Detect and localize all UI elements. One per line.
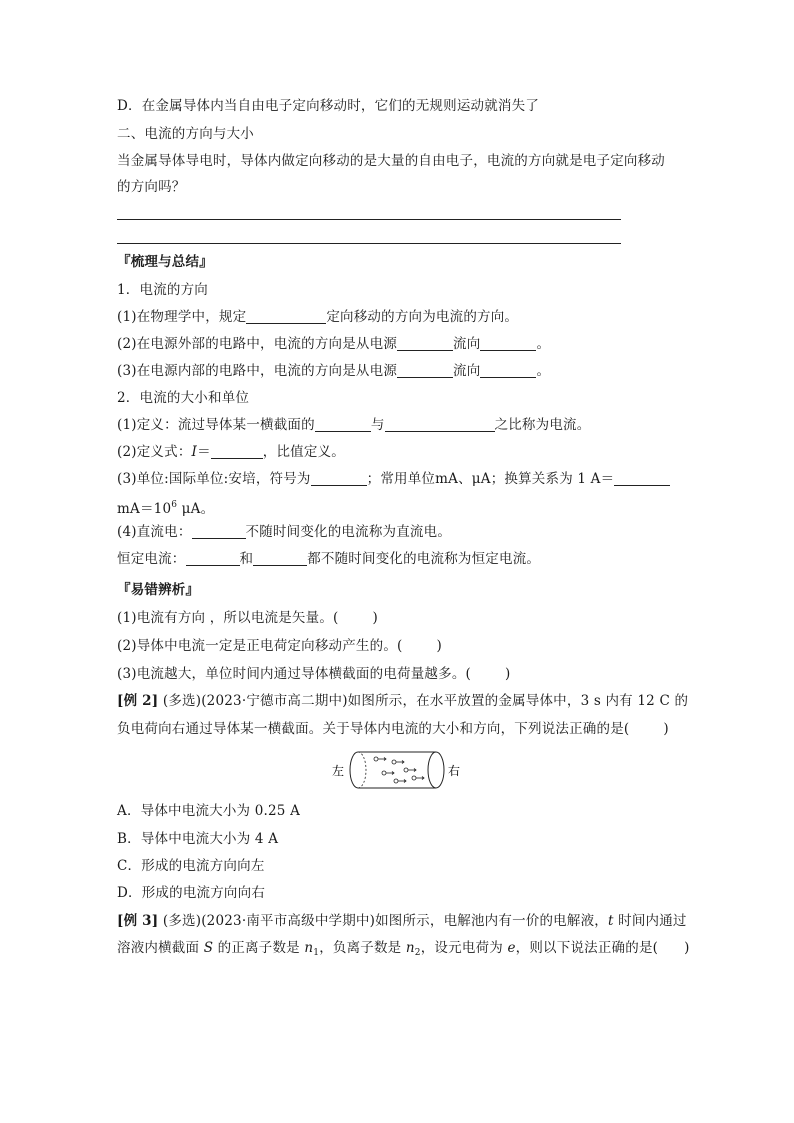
text: mA＝10 xyxy=(117,501,172,517)
fill-blank[interactable] xyxy=(186,551,240,566)
conductor-figure xyxy=(330,748,470,796)
text: 。 xyxy=(536,336,551,352)
right-label: 右 xyxy=(448,764,461,778)
option-d-line: D．在金属导体内当自由电子定向移动时，它们的无规则运动就消失了 xyxy=(117,98,540,114)
mistake-heading: 『易错辨析』 xyxy=(117,582,200,598)
fill-blank[interactable] xyxy=(315,417,371,432)
example-2-line-1 xyxy=(117,691,688,711)
summary-item-1: 1．电流的方向 xyxy=(117,282,208,298)
symbol-i: I xyxy=(191,444,198,460)
text: 和 xyxy=(239,551,254,567)
text: ) xyxy=(663,721,669,737)
text: 负电荷向右通过导体某一横截面。关于导体内电流的大小和方向，下列说法正确的是( xyxy=(117,721,630,737)
symbol-n2: n xyxy=(405,940,415,956)
subscript: 1 xyxy=(313,948,320,958)
text: 之比称为电流。 xyxy=(494,417,591,433)
text: ；常用单位mA、μA；换算关系为 1 A＝ xyxy=(366,471,615,487)
fill-blank[interactable] xyxy=(246,309,326,324)
text: ) xyxy=(372,610,378,626)
fill-blank[interactable] xyxy=(211,444,263,459)
text: 时间内通过 xyxy=(613,913,687,929)
conductor-diagram xyxy=(330,748,470,792)
summary-item-2-3-cont xyxy=(117,495,214,519)
text: ＝ xyxy=(197,444,211,460)
mistake-item-1 xyxy=(117,608,378,628)
text: 流向 xyxy=(453,336,481,352)
fill-blank[interactable] xyxy=(385,417,495,432)
text: (2)定义式： xyxy=(117,444,192,460)
section-heading: 二、电流的方向与大小 xyxy=(117,126,254,142)
mistake-item-3 xyxy=(117,664,510,684)
text: 与 xyxy=(370,417,385,433)
left-label: 左 xyxy=(332,764,345,778)
subscript: 2 xyxy=(414,948,421,958)
text: 。 xyxy=(536,363,551,379)
text: 定向移动的方向为电流的方向。 xyxy=(326,309,519,325)
text: 溶液内横截面 xyxy=(117,940,204,956)
option-a: A．导体中电流大小为 0.25 A xyxy=(117,803,301,819)
text: ) xyxy=(436,638,442,654)
fill-blank[interactable] xyxy=(192,524,246,539)
summary-heading: 『梳理与总结』 xyxy=(117,254,213,270)
summary-item-2: 2．电流的大小和单位 xyxy=(117,390,250,406)
summary-item-2-5 xyxy=(117,549,540,569)
mistake-item-2 xyxy=(117,636,442,656)
fill-blank[interactable] xyxy=(397,363,453,378)
question-line-2: 的方向吗？ xyxy=(117,179,186,195)
example-3-line-1 xyxy=(117,911,687,931)
fill-blank[interactable] xyxy=(397,336,453,351)
text: (4)直流电： xyxy=(117,524,192,540)
fill-blank[interactable] xyxy=(311,471,367,486)
example-3-line-2 xyxy=(117,938,690,963)
text: μA。 xyxy=(177,501,215,517)
superscript: 6 xyxy=(171,500,178,510)
summary-item-2-4 xyxy=(117,522,451,542)
summary-item-1-3 xyxy=(117,361,550,381)
fill-blank[interactable] xyxy=(253,551,307,566)
text: (2)导体中电流一定是正电荷定向移动产生的。( xyxy=(117,638,403,654)
summary-item-1-2 xyxy=(117,334,550,354)
text: ，设元电荷为 xyxy=(420,940,508,956)
summary-item-2-3 xyxy=(117,469,670,489)
symbol-t: t xyxy=(607,913,614,929)
text: (多选)(2023·宁德市高二期中)如图所示，在水平放置的金属导体中，3 s 内有 12 C 的 xyxy=(158,693,689,709)
text: 的正离子数是 xyxy=(213,940,305,956)
example-tag: [例 3] xyxy=(117,913,159,929)
text: (2)在电源外部的电路中，电流的方向是从电源 xyxy=(117,336,398,352)
symbol-n1: n xyxy=(304,940,314,956)
example-2-line-2 xyxy=(117,719,669,739)
fill-blank[interactable] xyxy=(614,471,670,486)
symbol-e: e xyxy=(507,940,516,956)
text: 恒定电流： xyxy=(117,551,186,567)
answer-line-2 xyxy=(117,243,621,244)
summary-item-1-1 xyxy=(117,307,518,327)
text: (1)在物理学中，规定 xyxy=(117,309,247,325)
option-d: D．形成的电流方向向右 xyxy=(117,885,266,901)
text: 流向 xyxy=(453,363,481,379)
text: (3)电流越大，单位时间内通过导体横截面的电荷量越多。( xyxy=(117,666,471,682)
fill-blank[interactable] xyxy=(480,363,536,378)
text: ) xyxy=(505,666,511,682)
text: 都不随时间变化的电流称为恒定电流。 xyxy=(307,551,541,567)
text: ，则以下说法正确的是( xyxy=(515,940,659,956)
text: (3)单位:国际单位:安培，符号为 xyxy=(117,471,311,487)
text: ，负离子数是 xyxy=(319,940,406,956)
text: ) xyxy=(684,940,690,956)
text: 不随时间变化的电流称为直流电。 xyxy=(245,524,452,540)
text: ，比值定义。 xyxy=(262,444,345,460)
fill-blank[interactable] xyxy=(480,336,536,351)
text: (3)在电源内部的电路中，电流的方向是从电源 xyxy=(117,363,398,379)
text: (多选)(2023·南平市高级中学期中)如图所示，电解池内有一价的电解液， xyxy=(158,913,608,929)
summary-item-2-1 xyxy=(117,415,590,435)
answer-line-1 xyxy=(117,219,621,220)
question-line-1: 当金属导体导电时，导体内做定向移动的是大量的自由电子，电流的方向就是电子定向移动 xyxy=(117,153,665,169)
option-b: B．导体中电流大小为 4 A xyxy=(117,831,279,847)
option-c: C．形成的电流方向向左 xyxy=(117,858,265,874)
example-tag: [例 2] xyxy=(117,693,159,709)
summary-item-2-2 xyxy=(117,442,345,462)
text: (1)定义：流过导体某一横截面的 xyxy=(117,417,315,433)
symbol-s: S xyxy=(203,940,214,956)
text: (1)电流有方向 ，所以电流是矢量。( xyxy=(117,610,339,626)
